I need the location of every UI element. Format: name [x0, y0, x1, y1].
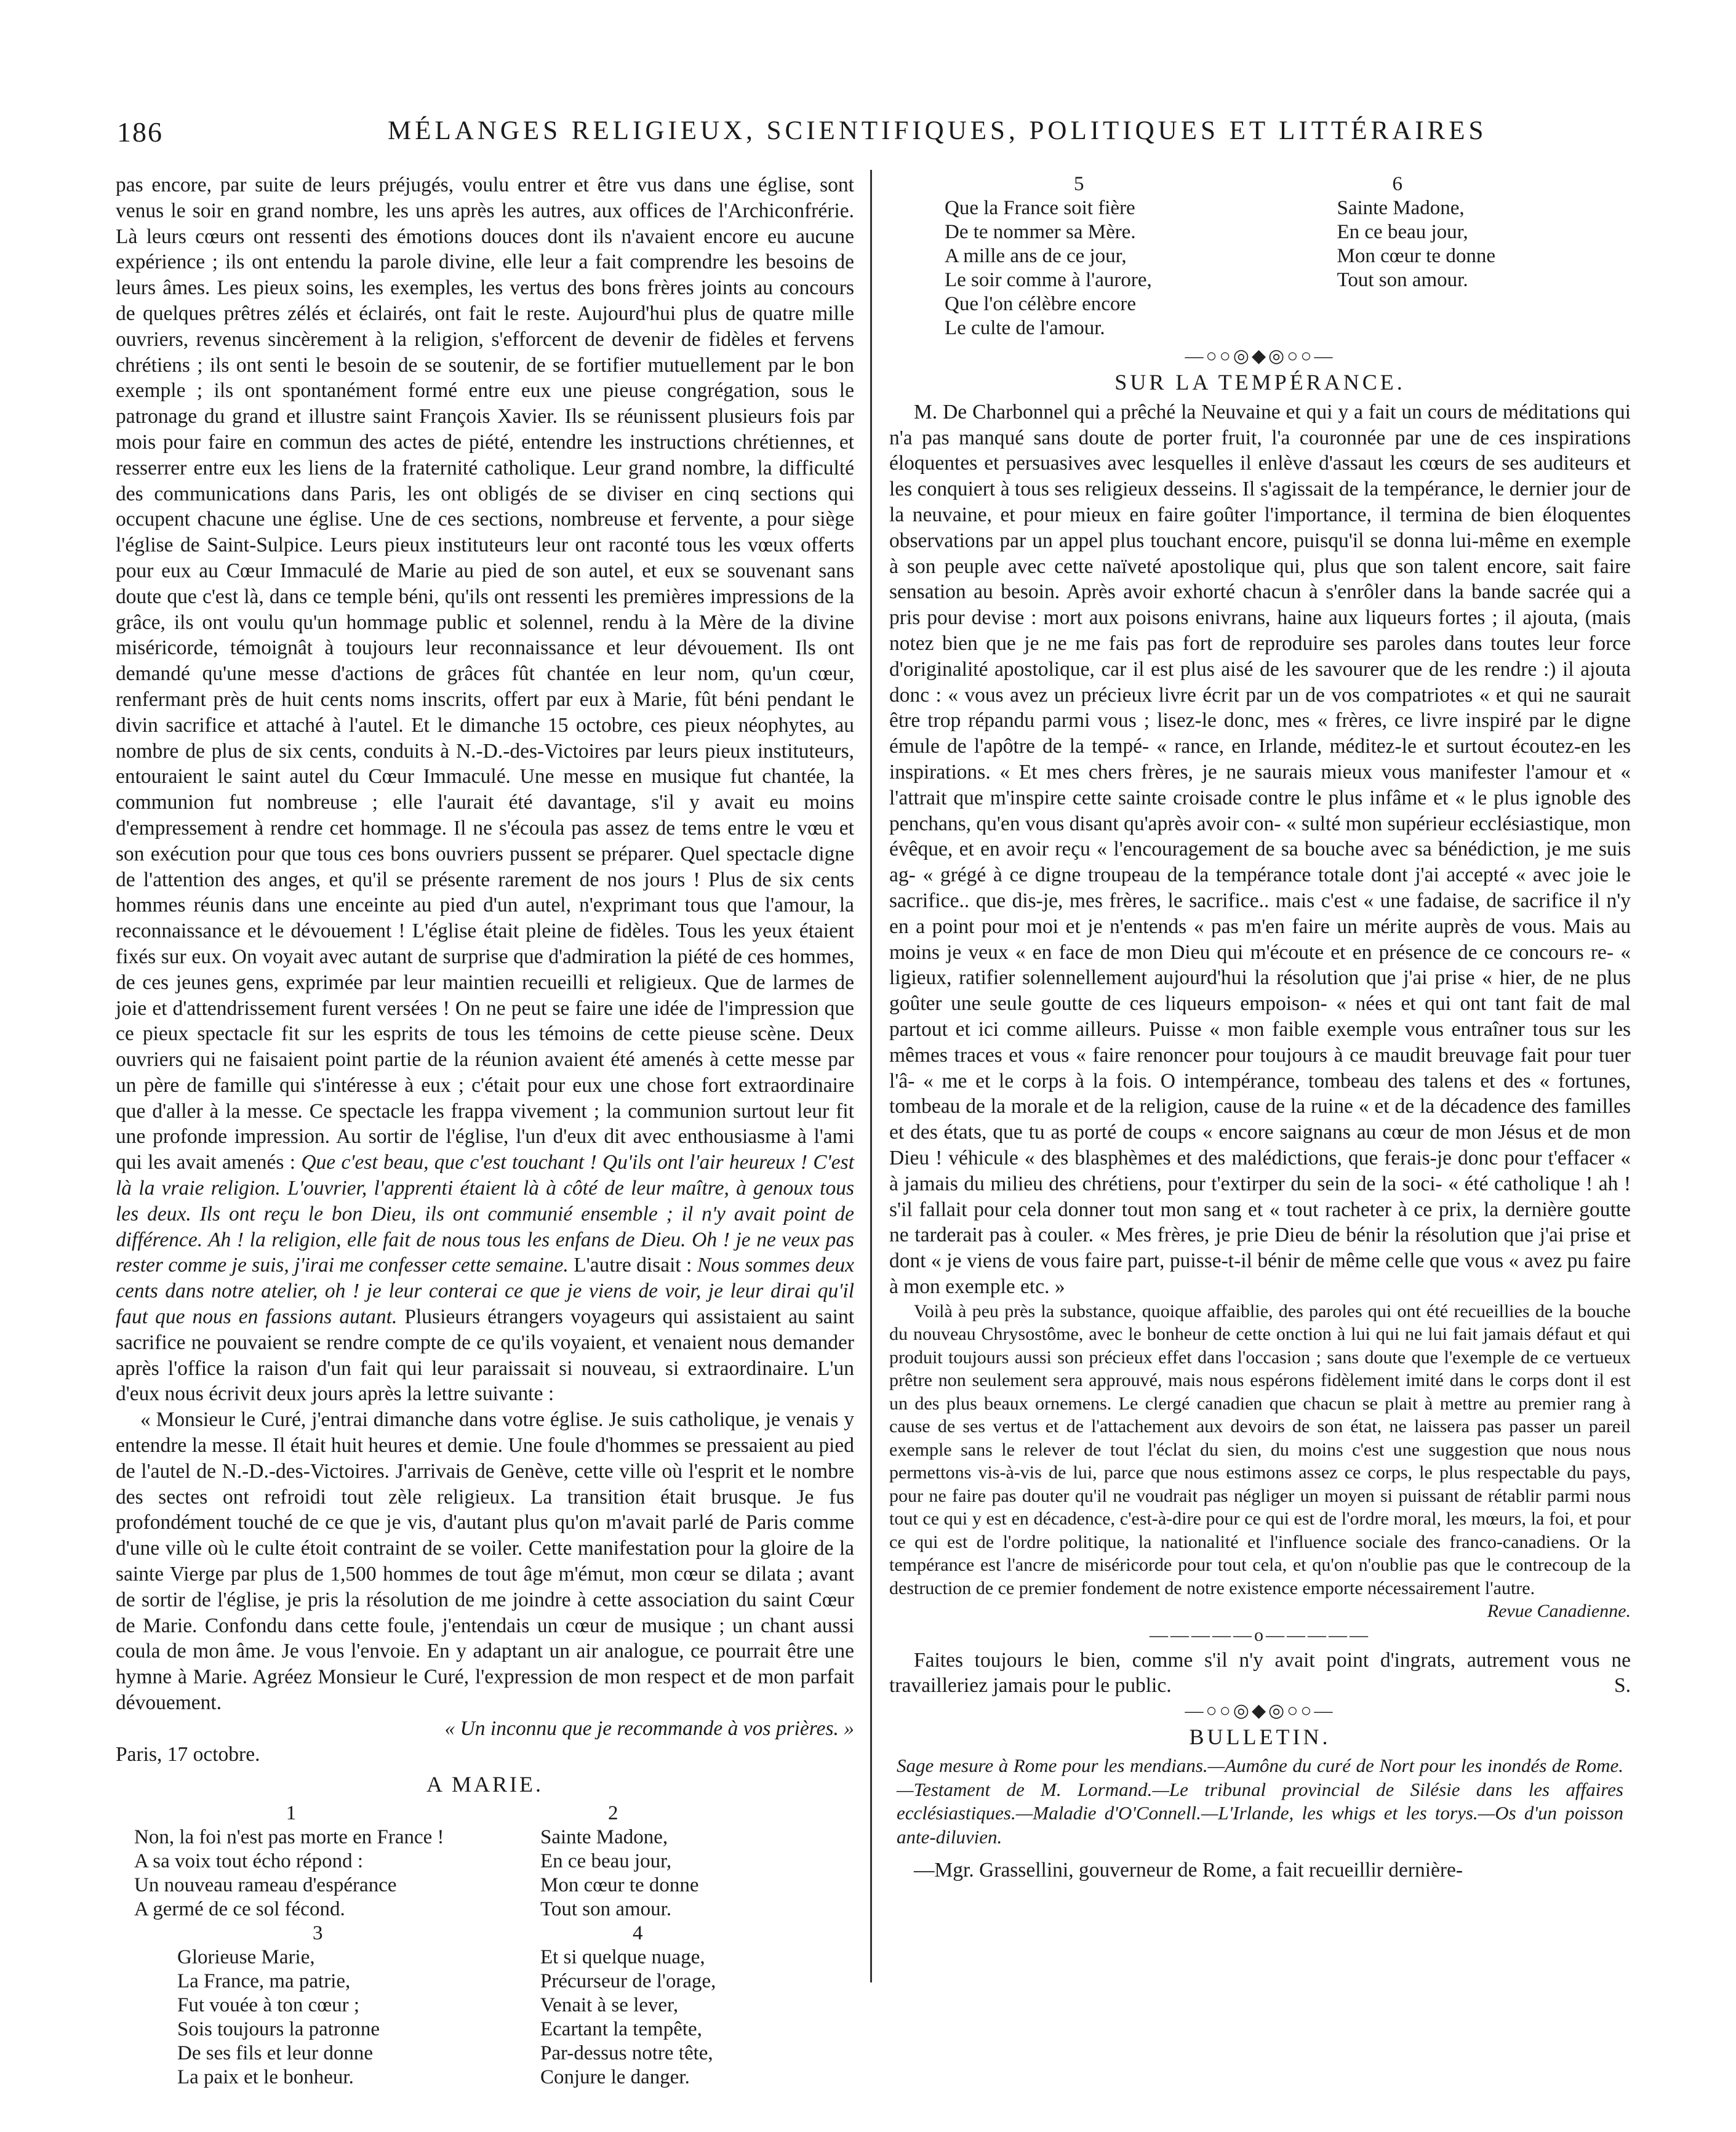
poem-line: Précurseur de l'orage, — [540, 1970, 716, 1993]
paragraph-text: pas encore, par suite de leurs préjugés, voulu entrer et être vus dans une église, sont venus le soir en grand nombre, les uns après les autres, aux offices de l'Archiconfrérie. Là leurs cœurs ont ressenti des émotions douces dont ils n'avaient encore eu aucune expérience ; ils ont entendu la parole divine, elle leur a fait comprendre les besoins de leurs âmes. Les pieux soins, les exemples, les vertus des bons frères joints au concours de quelques prêtres zélés et éclairés, ont fait le reste. Aujourd'hui plus de quatre mille ouvriers, revenus sincèrement à la religion, s'efforcent de devenir de fidèles et fervens chrétiens ; ils ont senti le besoin de se soutenir, de se fortifier mutuellement par le bon exemple ; ils ont spontanément formé entre eux une pieuse congrégation, sous le patronage du grand et illustre saint François Xavier. Ils se réunissent plusieurs fois par mois pour faire en commun des actes de piété, entendre les instructions chrétiennes, et resserrer entre eux les liens de la fraternité catholique. Leur grand nombre, la difficulté des communications dans Paris, les ont obligés de se diviser en cinq sections qui occupent chacune une église. Une de ces sections, nombreuse et fervente, a pour siège l'église de Saint-Sulpice. Leurs pieux instituteurs leur ont raconté tous les vœux offerts pour eux au Cœur Immaculé de Marie au pied de son autel, et eux se souvenant sans doute que c'est là, dans ce temple béni, qu'ils ont ressenti les premières impressions de la grâce, ils ont voulu qu'un hommage public et solennel, rendu à la Mère de la divine miséricorde, témoignât à toujours leur reconnaissance et leur dévouement. Ils ont demandé qu'une messe d'actions de grâces fût chantée en leur nom, qu'un cœur, renfermant près de huit cents noms inscrits, offert par eux à Marie, fût béni pendant le divin sacrifice et attaché à l'autel. Et le dimanche 15 octobre, ces pieux néophytes, au nombre de plus de six cents, conduits à N.-D.-des-Victoires par leurs pieux instituteurs, entouraient le saint autel du Cœur Immaculé. Une messe en musique fut chantée, la communion fut nombreuse ; elle l'aurait été davantage, s'il y avait eu moins d'empressement à rendre cet hommage. Il ne s'écoula pas assez de tems entre le vœu et son exécution pour que tous ces bons ouvriers pussent se préparer. Quel spectacle digne de l'attention des anges, et qu'il se présente rarement de nos jours ! Plus de six cents hommes réunis dans une enceinte au pied d'un autel, n'exprimant tous que l'amour, la reconnaissance et le dévouement ! L'église était pleine de fidèles. Tous les yeux étaient fixés sur eux. On voyait avec autant de surprise que d'admiration la piété de ces hommes, de ces jeunes gens, exprimée par leur maintien recueilli et religieux. Que de larmes de joie et d'attendrissement furent versées ! On ne peut se faire une idée de l'impression que ce pieux spectacle fit sur les esprits de tous les témoins de cette pieuse scène. Deux ouvriers qui ne faisaient point partie de la réunion avaient été amenés à cette messe par un père de famille qui s'intéresse à eux ; c'était pour eux une chose fort extraordinaire que d'aller à la messe. Ce spectacle les frappa vivement ; la communion surtout leur fit une profonde impression. Au sortir de l'église, l'un d'eux dit avec enthousiasme à l'ami qui les avait amenés : — [116, 174, 854, 1174]
poem-stanza — [889, 172, 1239, 340]
stanza-number: 3 — [313, 1922, 323, 1945]
poem-line: Sainte Madone, — [540, 1826, 668, 1849]
left-column — [116, 172, 854, 2090]
poem-line: En ce beau jour, — [1337, 221, 1468, 243]
letter-paragraph: « Monsieur le Curé, j'entrai dimanche dans votre église. Je suis catholique, je venais y entendre la messe. Il était huit heures et demie. Une foule d'hommes se pressaient au pied de l'autel de N.-D.-des-Victoires. J'arrivais de Genève, cette ville où l'esprit et le nombre des sectes ont refroidi tout zèle religieux. La transition était brusque. Je fus profondément touché de ce que je vis, d'autant plus qu'on m'avait parlé de Paris comme d'une ville où le culte étoit contraint de se voiler. Cette manifestation pour la gloire de la sainte Vierge par plus de 1,500 hommes de tout âge m'émut, mon cœur se dilata ; avant de sortir de l'église, je pris la résolution de me joindre à cette association du saint Cœur de Marie. Confondu dans cette foule, j'entendais un cœur de musique ; un chant aussi coula de mon âme. Je vous l'envoie. En y adaptant un air analogue, ce pourrait être une hymne à Marie. Agréez Monsieur le Curé, l'expression de mon respect et de mon parfait dévouement. — [116, 1408, 854, 1715]
poem-line: En ce beau jour, — [540, 1850, 672, 1873]
poem-line: Sois toujours la patronne — [177, 2018, 380, 2041]
poem-line: Que l'on célèbre encore — [945, 293, 1137, 315]
poem-line: A mille ans de ce jour, — [945, 245, 1127, 267]
stanza-number: 5 — [1074, 173, 1084, 195]
article-paragraph — [116, 172, 854, 1407]
maxim — [889, 1648, 1631, 1699]
poem-line: La paix et le bonheur. — [177, 2066, 354, 2089]
paragraph-text: L'autre disait : — [574, 1254, 692, 1277]
poem-line: Mon cœur te donne — [540, 1874, 699, 1897]
ornament-divider: —○○◎◆◎○○— — [1185, 1701, 1335, 1721]
poem-line: Conjure le danger. — [540, 2066, 690, 2089]
poem-line: Mon cœur te donne — [1337, 245, 1496, 267]
poem-stanzas-row-1 — [116, 1801, 854, 1922]
article-paragraph: Voilà à peu près la substance, quoique affaiblie, des paroles qui ont été recueillies de la bouche du nouveau Chrysostôme, avec le bonheur de cette onction à lui qui ne lui fait jamais défaut et qui produit toujours aussi son précieux effet dans l'occasion ; sans doute que l'exemple de ce vertueux prêtre non seulement sera approuvé, mais nous espérons fidèlement imité dans le corps dont il est un des plus beaux ornemens. Le clergé canadien que chacun se plait à mettre au premier rang à cause de ses vertus et de l'attachement aux devoirs de son état, ne laissera pas passer un pareil exemple sans le relever de tout l'éclat du sien, du moins c'est une suggestion que nous nous permettons vis-à-vis de lui, parce que nous estimons assez ce corps, le plus respectable du pays, pour ne faire pas douter qu'il ne voudrait pas négliger un moyen si puissant de rétablir parmi nous tout ce qui y est en décadence, c'est-à-dire pour ce qui est de l'ordre moral, les mœurs, la foi, et pour ce qui est de l'ordre politique, la nationalité et l'influence sociale des franco-canadiens. Or la tempérance est l'ancre de miséricorde pour tout cela, et qu'on n'oublie pas que le contrecoup de la destruction de ce premier fondement de notre existence emporte nécessairement l'autre. — [889, 1300, 1631, 1598]
quoted-speech: Nous sommes deux cents dans notre atelier, oh ! je leur conterai ce que je viens de voir, je leur dirai qu'il faut que nous en fassions autant. — [116, 1254, 855, 1329]
poem-line: A germé de ce sol fécond. — [134, 1898, 345, 1921]
poem-stanza — [491, 1922, 854, 2090]
stanza-number: 6 — [1392, 173, 1402, 195]
poem-line: A sa voix tout écho répond : — [134, 1850, 364, 1873]
poem-stanza — [116, 1801, 448, 1922]
poem-stanzas-row-3 — [889, 172, 1631, 340]
stanza-number: 1 — [286, 1802, 297, 1825]
quoted-speech: Que c'est beau, que c'est touchant ! Qu'ils ont l'air heureux ! C'est là la vraie religion. L'ouvrier, l'apprenti étaient là à côté de leur maître, à genoux tous les deux. Ils ont reçu le bon Dieu, ils ont communié ensemble ; il n'y avait point de différence. Ah ! la religion, elle fait de nous tous les enfans de Dieu. Oh ! je ne veux pas rester comme je suis, j'irai me confesser cette semaine. — [116, 1151, 855, 1277]
stanza-number: 4 — [633, 1922, 643, 1945]
poem-line: Que la France soit fière — [945, 197, 1135, 219]
bulletin-summary: Sage mesure à Rome pour les mendians.—Aumône du curé de Nort pour les inondés de Rome.—Testament de M. Lormand.—Le tribunal provincial de Silésie dans les affaires ecclésiastiques.—Maladie d'O'Connell.—L'Irlande, les whigs et les torys.—Os d'un poisson ante-diluvien. — [897, 1755, 1623, 1848]
right-column — [889, 172, 1631, 1883]
rule-divider: —————o————— — [1150, 1624, 1370, 1645]
page-header — [117, 116, 1631, 159]
poem-line: Glorieuse Marie, — [177, 1946, 315, 1969]
maxim-signature: S. — [1614, 1674, 1631, 1697]
letter-signature: « Un inconnu que je recommande à vos prières. » — [444, 1717, 854, 1740]
poem-line: Un nouveau rameau d'espérance — [134, 1874, 397, 1897]
poem-line: Tout son amour. — [1337, 269, 1468, 291]
page-number: 186 — [117, 116, 163, 148]
poem-title: A MARIE. — [426, 1772, 543, 1797]
poem-line: Le culte de l'amour. — [945, 317, 1105, 339]
running-title: MÉLANGES RELIGIEUX, SCIENTIFIQUES, POLITIQUES ET LITTÉRAIRES — [388, 116, 1487, 145]
paragraph-text: Plusieurs étrangers voyageurs qui assistaient au saint sacrifice ne pouvaient se rendre compte de ce qu'ils voyaient, et venaient nous demander après l'office la raison d'un fait qui leur paraissait si nouveau, si extraordinaire. L'un d'eux nous écrivit deux jours après la lettre suivante : — [116, 1305, 855, 1406]
poem-line: Le soir comme à l'aurore, — [945, 269, 1152, 291]
poem-stanza — [116, 1922, 491, 2090]
poem-line: De te nommer sa Mère. — [945, 221, 1136, 243]
poem-line: Fut vouée à ton cœur ; — [177, 1994, 360, 2017]
poem-line: Par-dessus notre tête, — [540, 2042, 713, 2065]
poem-line: Non, la foi n'est pas morte en France ! — [134, 1826, 444, 1849]
maxim-text: Faites toujours le bien, comme s'il n'y avait point d'ingrats, autrement vous ne travailleriez jamais pour le public. — [889, 1648, 1631, 1697]
poem-stanza — [1239, 172, 1631, 340]
stanza-number: 2 — [608, 1802, 618, 1825]
bulletin-item: —Mgr. Grassellini, gouverneur de Rome, a fait recueillir dernière- — [914, 1859, 1463, 1882]
poem-line: Venait à se lever, — [540, 1994, 679, 2017]
poem-line: De ses fils et leur donne — [177, 2042, 373, 2065]
column-divider — [870, 170, 872, 1982]
poem-stanza — [448, 1801, 854, 1922]
section-title: SUR LA TEMPÉRANCE. — [1114, 370, 1406, 395]
poem-stanzas-row-2 — [116, 1922, 854, 2090]
dateline: Paris, 17 octobre. — [116, 1742, 260, 1766]
poem-line: La France, ma patrie, — [177, 1970, 351, 1993]
section-title: BULLETIN. — [1189, 1725, 1331, 1750]
poem-line: Et si quelque nuage, — [540, 1946, 705, 1969]
ornament-divider: —○○◎◆◎○○— — [1185, 346, 1335, 366]
poem-line: Tout son amour. — [540, 1898, 672, 1921]
poem-line: Ecartant la tempête, — [540, 2018, 702, 2041]
article-paragraph: M. De Charbonnel qui a prêché la Neuvaine et qui y a fait un cours de méditations qui n'a pas manqué sans doute de porter fruit, l'a couronnée par une de ces inspirations éloquentes et persuasives avec lesquelles il enlève d'assaut les cœurs de ses auditeurs et les conquiert à tous ses religieux desseins. Il s'agissait de la tempérance, le dernier jour de la neuvaine, et pour mieux en faire goûter l'importance, il termina de bien éloquentes observations par un appel plus touchant encore, puisqu'il se donna lui-même en exemple à son peuple avec cette naïveté apostolique qui, plus que son talent encore, sait faire sensation au besoin. Après avoir exhorté chacun à s'enrôler dans la bande sacrée qui a pris pour devise : mort aux poisons enivrans, haine aux liqueurs fortes ; il ajouta, (mais notez bien que je ne me fais pas fort de reproduire ses paroles dans toutes leur force d'originalité apostolique, car il est plus aisé de les savourer que de les rendre :) il ajouta donc : « vous avez un précieux livre écrit par un de vos compatriotes « et qui ne saurait être trop répandu parmi vous ; lisez-le donc, mes « frères, ce livre inspiré par le digne émule de l'apôtre de la tempé- « rance, en Irlande, méditez-le et surtout écoutez-en les inspirations. « Et mes chers frères, je ne saurais mieux vous manifester l'amour et « l'attrait que m'inspire cette sainte croisade contre le plus infâme et « le plus ignoble des penchans, qu'en vous disant qu'après avoir con- « sulté mon supérieur ecclésiastique, mon évêque, et en avoir reçu « l'encouragement de sa bouche avec sa bénédiction, je me suis ag- « grégé à ce digne troupeau de la tempérance totale dont j'ai accepté « avec joie le sacrifice.. que dis-je, mes frères, le sacrifice.. mais c'est « une fadaise, de sacrifice il n'y en a point pour moi et je n'entends « pas m'en faire un mérite auprès de vous. Mais au moins je veux « en face de mon Dieu qui m'écoute et en présence de ce concours re- « ligieux, ratifier solennellement aujourd'hui la résolution que j'ai prise « hier, de ne plus goûter une seule goutte de ces liqueurs empoison- « nées et qui ont tant fait de mal partout et ici comme ailleurs. Puisse « mon faible exemple vous entraîner tous sur les mêmes traces et vous « faire renoncer pour toujours à ce maudit breuvage fait pour tuer l'â- « me et le corps à la fois. O intempérance, tombeau des talens et des « fortunes, tombeau de la morale et de la religion, cause de la ruine « et de la décadence des familles et des états, que tu as porté de coups « encore saignans au cœur de mon Jésus et de mon Dieu ! véhicule « des blasphèmes et des malédictions, que ferais-je donc pour t'effacer « à jamais du milieu des chrétiens, pour t'extirper du sein de la soci- « été catholique ! ah ! s'il fallait pour cela donner tout mon sang et « tout racheter à ce prix, la dernière goutte ne tarderait pas à couler. « Mes frères, je prie Dieu de bénir la résolution que j'ai prise et dont « je viens de vous faire part, puisse-t-il bénir de même celle que vous « avez pu faire à mon exemple etc. » — [889, 400, 1631, 1298]
source-attribution: Revue Canadienne. — [1487, 1601, 1631, 1622]
poem-line: Sainte Madone, — [1337, 197, 1465, 219]
